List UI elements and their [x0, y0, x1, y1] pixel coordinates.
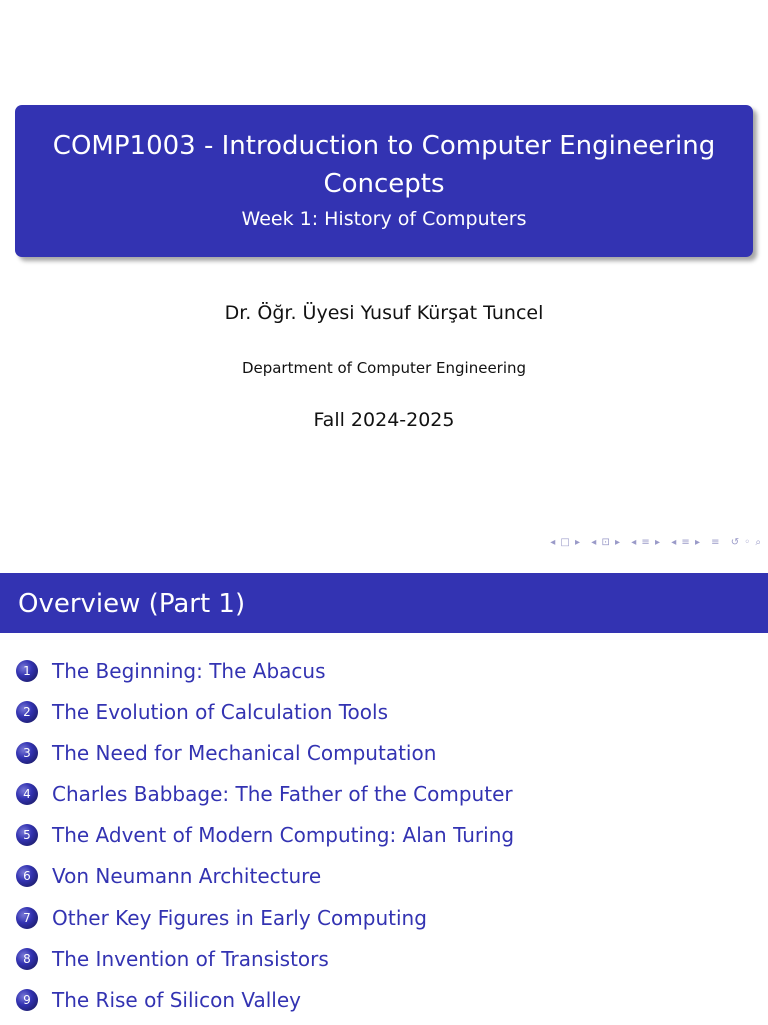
presentation-subtitle: Week 1: History of Computers	[241, 208, 527, 230]
numbered-ball-icon: 4	[16, 783, 38, 805]
numbered-ball-icon: 8	[16, 948, 38, 970]
presentation-title: COMP1003 - Introduction to Computer Engineering Concepts	[52, 131, 716, 199]
author-name: Dr. Öğr. Üyesi Yusuf Kürşat Tuncel	[224, 302, 544, 324]
numbered-ball-icon: 1	[16, 660, 38, 682]
appendix-nav-icon[interactable]: ≡	[711, 537, 721, 548]
document-nav-icon[interactable]: ◂ ≡ ▸	[671, 537, 701, 548]
search-back-icon[interactable]: ↺ ◦ ⌕	[730, 537, 762, 548]
toc-item-label[interactable]: Von Neumann Architecture	[52, 864, 322, 889]
toc-item-label[interactable]: Charles Babbage: The Father of the Computer	[52, 782, 513, 807]
numbered-ball-icon: 5	[16, 824, 38, 846]
toc-item[interactable]	[16, 860, 514, 901]
overview-slide	[0, 557, 768, 1024]
numbered-ball-icon: 2	[16, 701, 38, 723]
toc-item[interactable]	[16, 737, 514, 778]
toc-item-label[interactable]: The Advent of Modern Computing: Alan Turing	[52, 823, 515, 848]
table-of-contents	[16, 655, 514, 1025]
numbered-ball-icon: 7	[16, 907, 38, 929]
numbered-ball-icon: 9	[16, 989, 38, 1011]
toc-item-label[interactable]: The Evolution of Calculation Tools	[52, 700, 388, 725]
toc-item-label[interactable]: The Need for Mechanical Computation	[52, 741, 437, 766]
presentation-date: Fall 2024-2025	[313, 409, 455, 431]
subsection-nav-icon[interactable]: ◂ ⊡ ▸	[591, 537, 622, 548]
toc-item-label[interactable]: The Invention of Transistors	[52, 946, 329, 971]
toc-item[interactable]	[16, 984, 514, 1025]
beamer-navigation-bar[interactable]	[544, 537, 762, 548]
title-block	[15, 105, 753, 257]
toc-item[interactable]	[16, 778, 514, 819]
frame-nav-icon[interactable]: ◂ □ ▸	[550, 537, 582, 548]
section-nav-icon[interactable]: ◂ ≡ ▸	[631, 537, 662, 548]
institute-name: Department of Computer Engineering	[241, 359, 527, 377]
numbered-ball-icon: 6	[16, 865, 38, 887]
toc-item-label[interactable]: The Beginning: The Abacus	[52, 659, 326, 683]
toc-item-label[interactable]: The Rise of Silicon Valley	[52, 987, 301, 1012]
frame-title-bar	[0, 573, 768, 633]
numbered-ball-icon: 3	[16, 742, 38, 764]
toc-item[interactable]	[16, 655, 514, 696]
toc-item[interactable]	[16, 819, 514, 860]
toc-item-label[interactable]: Other Key Figures in Early Computing	[52, 905, 427, 930]
toc-item[interactable]	[16, 902, 514, 943]
toc-item[interactable]	[16, 943, 514, 984]
frame-title: Overview (Part 1)	[18, 589, 246, 619]
toc-item[interactable]	[16, 696, 514, 737]
